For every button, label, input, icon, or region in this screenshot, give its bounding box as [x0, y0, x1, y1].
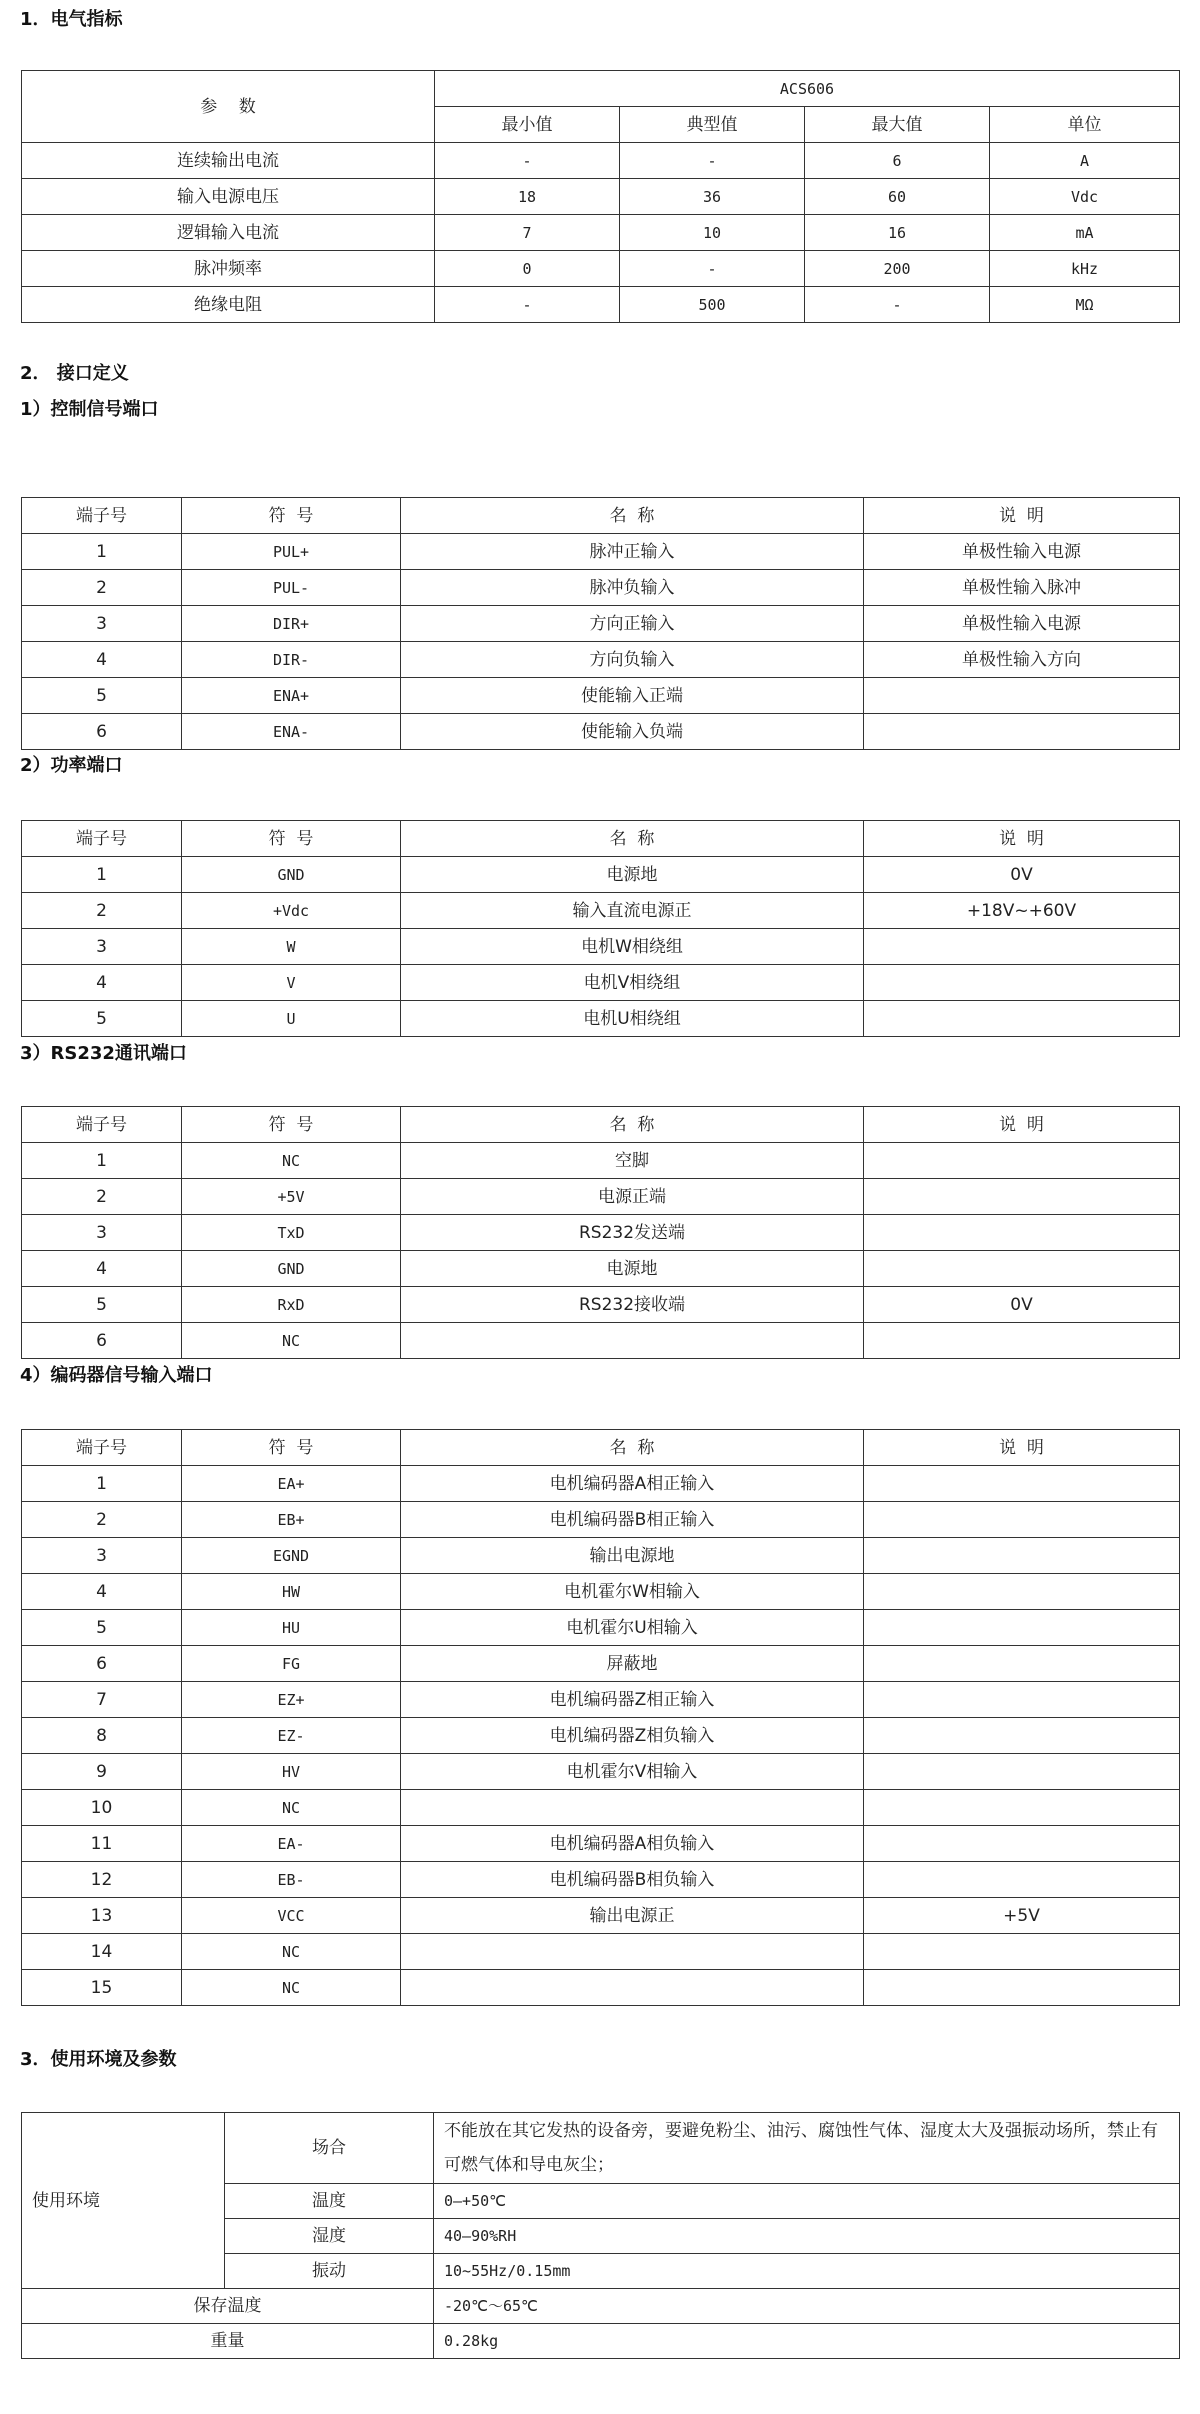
terminal-symbol: ENA-: [182, 714, 401, 750]
table-row: [22, 251, 1180, 287]
terminal-symbol: EZ+: [182, 1682, 401, 1718]
env-row: [22, 2324, 1180, 2359]
terminal-name: 电机霍尔U相输入: [401, 1610, 864, 1646]
terminal-symbol: V: [182, 965, 401, 1001]
col-typical: 典型值: [620, 107, 805, 143]
env-row: [22, 2113, 1180, 2184]
terminal-description: [864, 1862, 1180, 1898]
terminal-description: [864, 1502, 1180, 1538]
table-row: [22, 1502, 1180, 1538]
table-header-row: [22, 498, 1180, 534]
terminal-symbol: HW: [182, 1574, 401, 1610]
env-item-label: 湿度: [225, 2219, 434, 2254]
terminal-symbol: ENA+: [182, 678, 401, 714]
min-value: 18: [435, 179, 620, 215]
terminal-name: 电机V相绕组: [401, 965, 864, 1001]
terminal-number: 5: [22, 1610, 182, 1646]
table-row: [22, 179, 1180, 215]
col-symbol: 符 号: [182, 498, 401, 534]
env-item-value: 不能放在其它发热的设备旁，要避免粉尘、油污、腐蚀性气体、湿度太大及强振动场所，禁止有可燃气体和导电灰尘；: [434, 2113, 1180, 2184]
terminal-description: [864, 678, 1180, 714]
terminal-symbol: +Vdc: [182, 893, 401, 929]
storage-temp-value: -20℃～65℃: [434, 2289, 1180, 2324]
table-row: [22, 1251, 1180, 1287]
terminal-number: 1: [22, 857, 182, 893]
table-row: [22, 1898, 1180, 1934]
terminal-symbol: EZ-: [182, 1718, 401, 1754]
terminal-number: 1: [22, 534, 182, 570]
terminal-name: 脉冲正输入: [401, 534, 864, 570]
section-interface-title: 2． 接口定义: [20, 363, 129, 384]
col-description: 说 明: [864, 498, 1180, 534]
env-item-value: 0—+50℃: [434, 2184, 1180, 2219]
table-row: [22, 1466, 1180, 1502]
param-name: 脉冲频率: [22, 251, 435, 287]
terminal-name: 方向负输入: [401, 642, 864, 678]
terminal-symbol: PUL-: [182, 570, 401, 606]
terminal-description: [864, 1574, 1180, 1610]
col-name: 名 称: [401, 821, 864, 857]
terminal-symbol: FG: [182, 1646, 401, 1682]
terminal-number: 3: [22, 1538, 182, 1574]
terminal-name: 电机编码器B相正输入: [401, 1502, 864, 1538]
env-item-value: 40—90%RH: [434, 2219, 1180, 2254]
terminal-symbol: GND: [182, 857, 401, 893]
param-name: 连续输出电流: [22, 143, 435, 179]
terminal-symbol: EB+: [182, 1502, 401, 1538]
terminal-name: 脉冲负输入: [401, 570, 864, 606]
terminal-number: 5: [22, 1287, 182, 1323]
table-row: [22, 642, 1180, 678]
terminal-number: 2: [22, 1502, 182, 1538]
terminal-name: 电机编码器A相负输入: [401, 1826, 864, 1862]
electrical-specs-table: [21, 70, 1180, 323]
table-row: [22, 606, 1180, 642]
terminal-name: 电机编码器A相正输入: [401, 1466, 864, 1502]
terminal-description: [864, 1682, 1180, 1718]
table-row: [22, 929, 1180, 965]
table-header-row: [22, 1430, 1180, 1466]
terminal-number: 8: [22, 1718, 182, 1754]
terminal-description: +5V: [864, 1898, 1180, 1934]
terminal-number: 6: [22, 714, 182, 750]
terminal-description: 单极性输入脉冲: [864, 570, 1180, 606]
terminal-symbol: EA-: [182, 1826, 401, 1862]
terminal-number: 11: [22, 1826, 182, 1862]
col-terminal: 端子号: [22, 1107, 182, 1143]
col-description: 说 明: [864, 1430, 1180, 1466]
min-value: -: [435, 143, 620, 179]
terminal-number: 4: [22, 1251, 182, 1287]
env-item-label: 振动: [225, 2254, 434, 2289]
col-min: 最小值: [435, 107, 620, 143]
terminal-symbol: PUL+: [182, 534, 401, 570]
terminal-description: [864, 965, 1180, 1001]
terminal-description: [864, 1179, 1180, 1215]
model-header: ACS606: [435, 71, 1180, 107]
col-max: 最大值: [805, 107, 990, 143]
terminal-name: 输出电源地: [401, 1538, 864, 1574]
section-electrical-title: 1．电气指标: [20, 9, 123, 30]
unit-value: kHz: [990, 251, 1180, 287]
terminal-description: 单极性输入电源: [864, 534, 1180, 570]
terminal-name: 电机编码器Z相正输入: [401, 1682, 864, 1718]
terminal-description: 0V: [864, 857, 1180, 893]
unit-value: MΩ: [990, 287, 1180, 323]
table-row: [22, 534, 1180, 570]
max-value: 6: [805, 143, 990, 179]
table-row: [22, 1215, 1180, 1251]
table-row: [22, 215, 1180, 251]
terminal-description: [864, 1826, 1180, 1862]
terminal-name: 电机霍尔W相输入: [401, 1574, 864, 1610]
terminal-symbol: HU: [182, 1610, 401, 1646]
col-name: 名 称: [401, 1430, 864, 1466]
col-terminal: 端子号: [22, 821, 182, 857]
col-symbol: 符 号: [182, 821, 401, 857]
weight-label: 重量: [22, 2324, 434, 2359]
max-value: 200: [805, 251, 990, 287]
terminal-description: [864, 1143, 1180, 1179]
table-row: [22, 1970, 1180, 2006]
table-row: [22, 287, 1180, 323]
terminal-number: 10: [22, 1790, 182, 1826]
terminal-description: 单极性输入方向: [864, 642, 1180, 678]
table-row: [22, 143, 1180, 179]
table-row: [22, 1646, 1180, 1682]
terminal-name: 屏蔽地: [401, 1646, 864, 1682]
min-value: -: [435, 287, 620, 323]
table-row: [22, 714, 1180, 750]
table-row: [22, 1718, 1180, 1754]
table-row: [22, 1323, 1180, 1359]
param-name: 输入电源电压: [22, 179, 435, 215]
table-row: [22, 893, 1180, 929]
terminal-description: [864, 1001, 1180, 1037]
terminal-description: 0V: [864, 1287, 1180, 1323]
terminal-number: 1: [22, 1466, 182, 1502]
terminal-description: [864, 1790, 1180, 1826]
terminal-name: 电源正端: [401, 1179, 864, 1215]
env-item-value: 10~55Hz/0.15mm: [434, 2254, 1180, 2289]
table-header-row: [22, 1107, 1180, 1143]
table-row: [22, 1826, 1180, 1862]
min-value: 0: [435, 251, 620, 287]
terminal-number: 2: [22, 570, 182, 606]
table-row: [22, 965, 1180, 1001]
rs232-port-table: [21, 1106, 1180, 1359]
power-port-title: 2）功率端口: [20, 755, 123, 776]
typical-value: 500: [620, 287, 805, 323]
terminal-number: 5: [22, 678, 182, 714]
terminal-symbol: EGND: [182, 1538, 401, 1574]
terminal-description: 单极性输入电源: [864, 606, 1180, 642]
terminal-symbol: U: [182, 1001, 401, 1037]
typical-value: 10: [620, 215, 805, 251]
unit-value: mA: [990, 215, 1180, 251]
power-port-table: [21, 820, 1180, 1037]
terminal-number: 3: [22, 1215, 182, 1251]
terminal-symbol: TxD: [182, 1215, 401, 1251]
control-port-table: [21, 497, 1180, 750]
terminal-description: [864, 1215, 1180, 1251]
terminal-symbol: EA+: [182, 1466, 401, 1502]
terminal-description: [864, 1934, 1180, 1970]
weight-value: 0.28kg: [434, 2324, 1180, 2359]
table-row: [22, 1610, 1180, 1646]
table-row: [22, 1574, 1180, 1610]
table-row: [22, 857, 1180, 893]
col-terminal: 端子号: [22, 498, 182, 534]
unit-value: A: [990, 143, 1180, 179]
terminal-name: RS232发送端: [401, 1215, 864, 1251]
table-row: [22, 1682, 1180, 1718]
terminal-description: [864, 1323, 1180, 1359]
min-value: 7: [435, 215, 620, 251]
terminal-symbol: NC: [182, 1970, 401, 2006]
table-row: [22, 678, 1180, 714]
terminal-name: 电机霍尔V相输入: [401, 1754, 864, 1790]
param-name: 逻辑输入电流: [22, 215, 435, 251]
terminal-symbol: NC: [182, 1143, 401, 1179]
table-row: [22, 1754, 1180, 1790]
terminal-number: 5: [22, 1001, 182, 1037]
terminal-number: 2: [22, 893, 182, 929]
col-description: 说 明: [864, 1107, 1180, 1143]
table-row: [22, 1862, 1180, 1898]
terminal-symbol: NC: [182, 1934, 401, 1970]
col-description: 说 明: [864, 821, 1180, 857]
section-environment-title: 3．使用环境及参数: [20, 2049, 177, 2070]
terminal-symbol: HV: [182, 1754, 401, 1790]
max-value: 16: [805, 215, 990, 251]
col-terminal: 端子号: [22, 1430, 182, 1466]
encoder-port-table: [21, 1429, 1180, 2006]
table-row: [22, 1934, 1180, 1970]
param-name: 绝缘电阻: [22, 287, 435, 323]
terminal-symbol: GND: [182, 1251, 401, 1287]
terminal-name: 电机W相绕组: [401, 929, 864, 965]
table-row: [22, 1179, 1180, 1215]
terminal-description: [864, 1466, 1180, 1502]
terminal-description: [864, 714, 1180, 750]
terminal-name: 电机U相绕组: [401, 1001, 864, 1037]
terminal-symbol: RxD: [182, 1287, 401, 1323]
env-row: [22, 2289, 1180, 2324]
typical-value: -: [620, 143, 805, 179]
terminal-name: [401, 1790, 864, 1826]
terminal-number: 4: [22, 965, 182, 1001]
terminal-name: 输入直流电源正: [401, 893, 864, 929]
table-row: [22, 1001, 1180, 1037]
terminal-symbol: DIR+: [182, 606, 401, 642]
unit-value: Vdc: [990, 179, 1180, 215]
terminal-number: 12: [22, 1862, 182, 1898]
terminal-number: 1: [22, 1143, 182, 1179]
terminal-name: 电机编码器Z相负输入: [401, 1718, 864, 1754]
terminal-name: [401, 1934, 864, 1970]
terminal-name: 方向正输入: [401, 606, 864, 642]
env-item-label: 温度: [225, 2184, 434, 2219]
terminal-symbol: EB-: [182, 1862, 401, 1898]
max-value: -: [805, 287, 990, 323]
param-header: 参 数: [22, 71, 435, 143]
terminal-symbol: +5V: [182, 1179, 401, 1215]
terminal-symbol: W: [182, 929, 401, 965]
terminal-name: 使能输入负端: [401, 714, 864, 750]
col-name: 名 称: [401, 498, 864, 534]
terminal-number: 4: [22, 642, 182, 678]
terminal-symbol: DIR-: [182, 642, 401, 678]
terminal-name: 电机编码器B相负输入: [401, 1862, 864, 1898]
terminal-symbol: NC: [182, 1323, 401, 1359]
table-row: [22, 1287, 1180, 1323]
encoder-port-title: 4）编码器信号输入端口: [20, 1365, 213, 1386]
terminal-number: 6: [22, 1646, 182, 1682]
terminal-number: 13: [22, 1898, 182, 1934]
col-symbol: 符 号: [182, 1430, 401, 1466]
terminal-name: [401, 1970, 864, 2006]
terminal-name: 电源地: [401, 857, 864, 893]
environment-table: [21, 2112, 1180, 2359]
terminal-description: [864, 1610, 1180, 1646]
control-port-title: 1）控制信号端口: [20, 399, 159, 420]
typical-value: -: [620, 251, 805, 287]
storage-temp-label: 保存温度: [22, 2289, 434, 2324]
terminal-name: RS232接收端: [401, 1287, 864, 1323]
col-symbol: 符 号: [182, 1107, 401, 1143]
table-header-row: [22, 821, 1180, 857]
col-unit: 单位: [990, 107, 1180, 143]
rs232-port-title: 3）RS232通讯端口: [20, 1043, 187, 1064]
terminal-number: 15: [22, 1970, 182, 2006]
terminal-description: [864, 1970, 1180, 2006]
terminal-name: [401, 1323, 864, 1359]
terminal-description: [864, 1646, 1180, 1682]
terminal-description: [864, 1538, 1180, 1574]
typical-value: 36: [620, 179, 805, 215]
col-name: 名 称: [401, 1107, 864, 1143]
table-row: [22, 570, 1180, 606]
terminal-number: 9: [22, 1754, 182, 1790]
table-row: [22, 1538, 1180, 1574]
terminal-number: 4: [22, 1574, 182, 1610]
terminal-name: 使能输入正端: [401, 678, 864, 714]
table-header-row: [22, 71, 1180, 107]
env-group-label: 使用环境: [22, 2113, 225, 2289]
terminal-name: 输出电源正: [401, 1898, 864, 1934]
table-row: [22, 1790, 1180, 1826]
terminal-symbol: NC: [182, 1790, 401, 1826]
terminal-number: 6: [22, 1323, 182, 1359]
terminal-number: 2: [22, 1179, 182, 1215]
terminal-number: 3: [22, 929, 182, 965]
terminal-description: [864, 929, 1180, 965]
max-value: 60: [805, 179, 990, 215]
terminal-description: [864, 1251, 1180, 1287]
terminal-symbol: VCC: [182, 1898, 401, 1934]
terminal-number: 3: [22, 606, 182, 642]
terminal-description: [864, 1718, 1180, 1754]
terminal-name: 空脚: [401, 1143, 864, 1179]
terminal-number: 14: [22, 1934, 182, 1970]
terminal-number: 7: [22, 1682, 182, 1718]
env-item-label: 场合: [225, 2113, 434, 2184]
terminal-name: 电源地: [401, 1251, 864, 1287]
table-row: [22, 1143, 1180, 1179]
terminal-description: [864, 1754, 1180, 1790]
terminal-description: +18V~+60V: [864, 893, 1180, 929]
